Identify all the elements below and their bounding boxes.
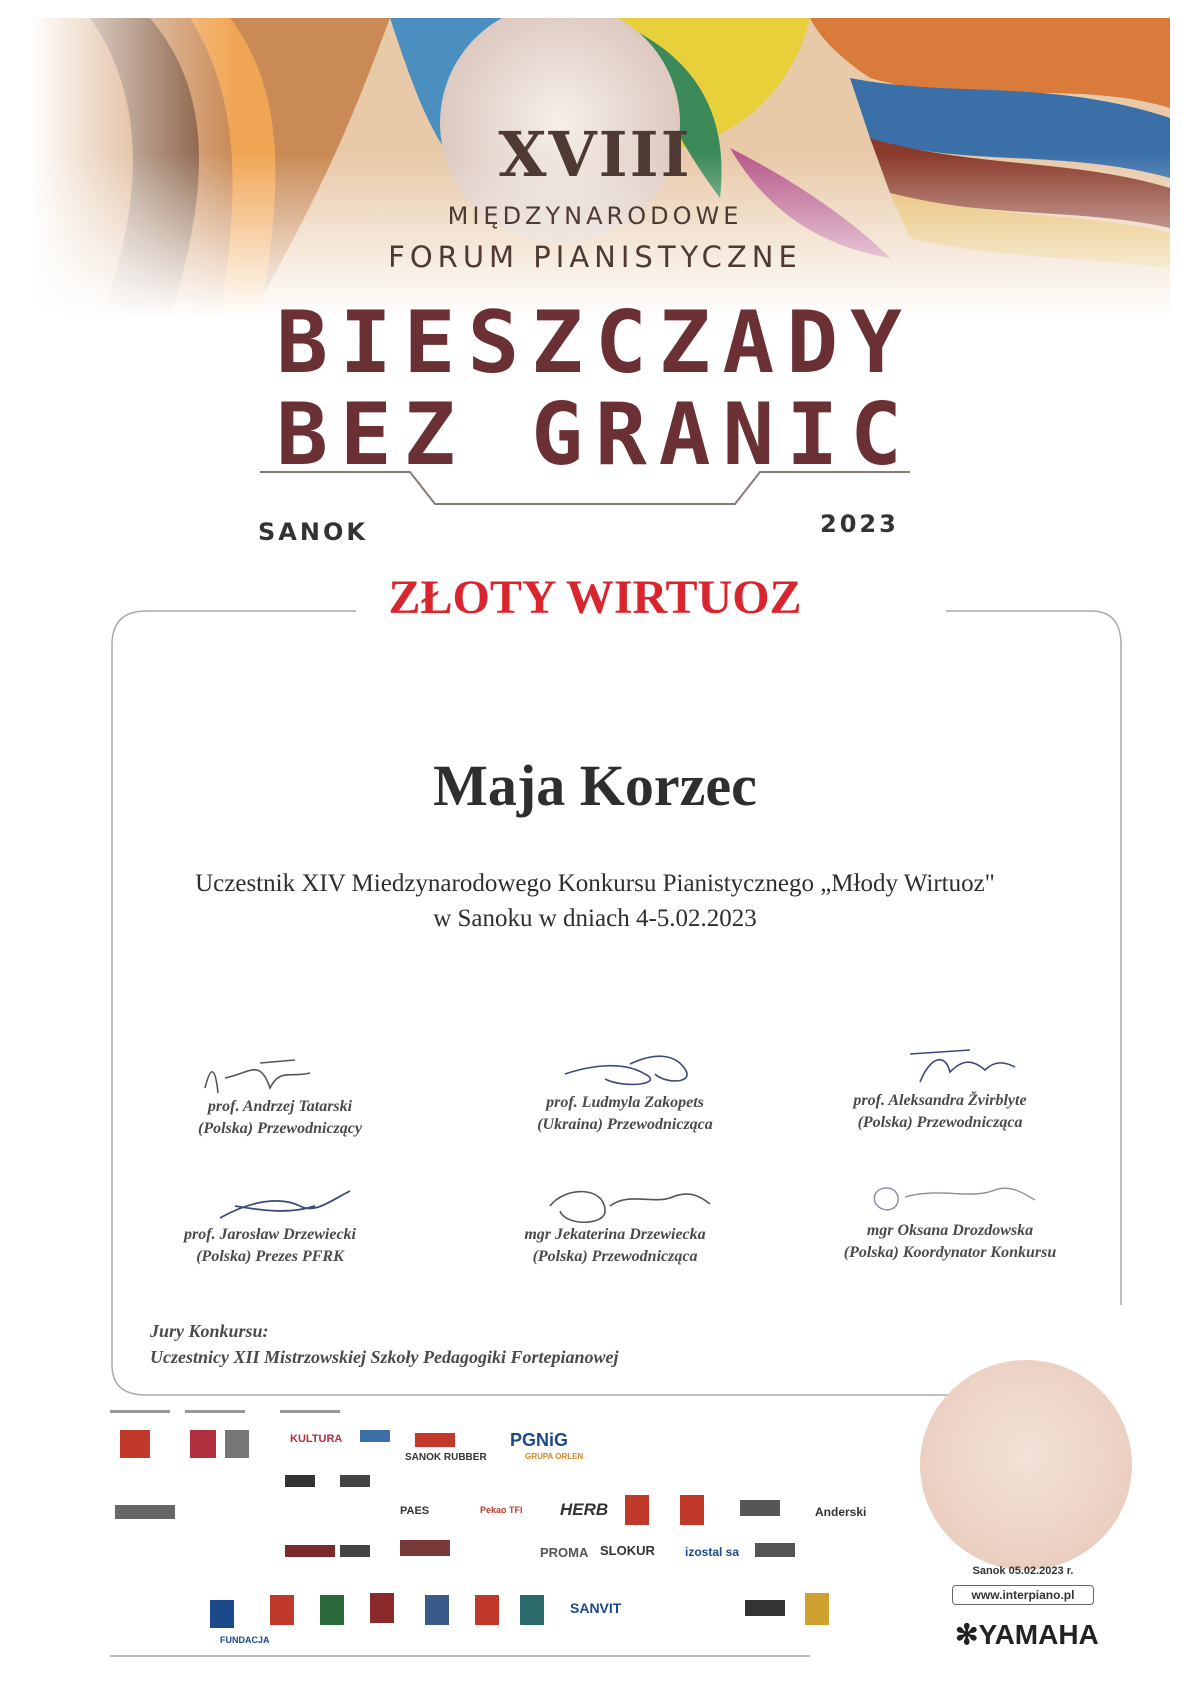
sponsor-anderski: Anderski [815, 1505, 867, 1519]
signatory-role: (Polska) Prezes PFRK [196, 1248, 344, 1265]
sponsor-proma: PROMA [540, 1545, 589, 1560]
logo-placeholder [340, 1475, 370, 1487]
logo-placeholder [745, 1600, 785, 1616]
sponsor-sanvit: SANVIT [570, 1600, 622, 1616]
logo-placeholder [415, 1433, 455, 1447]
jury-note [150, 1318, 619, 1370]
city-label: SANOK [258, 518, 368, 546]
sponsor-logos [100, 1405, 910, 1675]
logo-placeholder [340, 1545, 370, 1557]
logo-placeholder [740, 1500, 780, 1516]
signatory-role: (Polska) Koordynator Konkursu [843, 1244, 1057, 1261]
handwritten-signature [110, 1048, 450, 1108]
date-stamp: Sanok 05.02.2023 r. [972, 1565, 1074, 1577]
sponsor-pgnig: PGNiG [510, 1430, 569, 1450]
logo-placeholder [120, 1430, 150, 1458]
logo-placeholder [185, 1410, 245, 1413]
signature-block [770, 1090, 1110, 1134]
logo-placeholder [285, 1545, 335, 1557]
logo-placeholder [280, 1410, 340, 1413]
sponsor-sanok-rubber: SANOK RUBBER [405, 1452, 487, 1463]
logo-placeholder [805, 1593, 829, 1625]
signatory-name: prof. Jarosław Drzewiecki [184, 1226, 356, 1243]
year-label: 2023 [820, 510, 899, 538]
signatory-name: mgr Jekaterina Drzewiecka [524, 1226, 706, 1243]
signatory-name: prof. Ludmyla Zakopets [546, 1094, 704, 1111]
website-label: www.interpiano.pl [952, 1585, 1094, 1605]
title-underline-divider [260, 468, 910, 508]
signatory-role: (Polska) Przewodnicząca [857, 1114, 1023, 1131]
handwritten-signature [445, 1176, 785, 1236]
logo-placeholder [370, 1593, 394, 1623]
logo-placeholder [210, 1600, 234, 1628]
logo-placeholder [190, 1430, 216, 1458]
sponsor-izostal: izostal sa [685, 1545, 740, 1559]
award-description [0, 866, 1190, 936]
sponsor-slokur: SLOKUR [600, 1543, 655, 1558]
recipient-name: Maja Korzec [433, 753, 757, 818]
logo-placeholder [755, 1543, 795, 1557]
jury-text: Uczestnicy XII Mistrzowskiej Szkoły Pedagogiki Fortepianowej [150, 1347, 619, 1367]
logo-placeholder [425, 1595, 449, 1625]
description-line-1: Uczestnik XIV Miedzynarodowego Konkursu Pianistycznego „Młody Wirtuoz" [195, 870, 995, 897]
logo-placeholder [270, 1595, 294, 1625]
sponsor-paes: PAES [400, 1505, 430, 1517]
logo-placeholder [475, 1595, 499, 1625]
seal-circle [920, 1360, 1132, 1570]
edition-number: XVIII [498, 118, 692, 191]
signature-block [110, 1096, 450, 1140]
handwritten-signature [780, 1172, 1120, 1232]
yamaha-brand: YAMAHA [978, 1619, 1099, 1650]
logo-placeholder [680, 1495, 704, 1525]
title-line-1: BIESZCZADY [276, 293, 914, 393]
subtitle-forum: FORUM PIANISTYCZNE [388, 240, 802, 274]
sponsor-kultura: KULTURA [290, 1433, 343, 1445]
sponsor-fundacja: FUNDACJA [220, 1635, 270, 1645]
jury-label: Jury Konkursu: [150, 1321, 269, 1341]
logo-placeholder [520, 1595, 544, 1625]
sponsor-orlen: GRUPA ORLEN [525, 1452, 584, 1461]
logo-placeholder [360, 1430, 390, 1442]
handwritten-signature [770, 1042, 1110, 1102]
logo-placeholder [625, 1495, 649, 1525]
logo-placeholder [110, 1655, 810, 1657]
logo-placeholder [110, 1410, 170, 1413]
handwritten-signature [455, 1044, 795, 1104]
logo-placeholder [320, 1595, 344, 1625]
subtitle-international: MIĘDZYNARODOWE [447, 202, 743, 230]
title-line-2: BEZ GRANIC [276, 385, 914, 485]
signature-block [780, 1220, 1120, 1264]
signatory-role: (Ukraina) Przewodnicząca [537, 1116, 713, 1133]
signatory-role: (Polska) Przewodniczący [198, 1120, 362, 1137]
signatory-name: prof. Andrzej Tatarski [207, 1098, 353, 1115]
logo-placeholder [115, 1505, 175, 1519]
signature-block [445, 1224, 785, 1268]
sponsor-herb: HERB [560, 1500, 609, 1519]
sponsor-pekao: Pekao TFI [480, 1505, 523, 1515]
signatory-name: mgr Oksana Drozdowska [866, 1222, 1034, 1239]
logo-placeholder [225, 1430, 249, 1458]
content-frame [106, 605, 1126, 1400]
signatory-name: prof. Aleksandra Žvirblyte [853, 1092, 1027, 1109]
handwritten-signature [100, 1176, 440, 1236]
yamaha-logo: ✻YAMAHA [955, 1619, 1099, 1650]
signatory-role: (Polska) Przewodnicząca [532, 1248, 698, 1265]
logo-placeholder [285, 1475, 315, 1487]
award-title: ZŁOTY WIRTUOZ [388, 571, 802, 624]
signature-block [455, 1092, 795, 1136]
logo-placeholder [400, 1540, 450, 1556]
description-line-2: w Sanoku w dniach 4-5.02.2023 [433, 905, 757, 932]
signature-block [100, 1224, 440, 1268]
